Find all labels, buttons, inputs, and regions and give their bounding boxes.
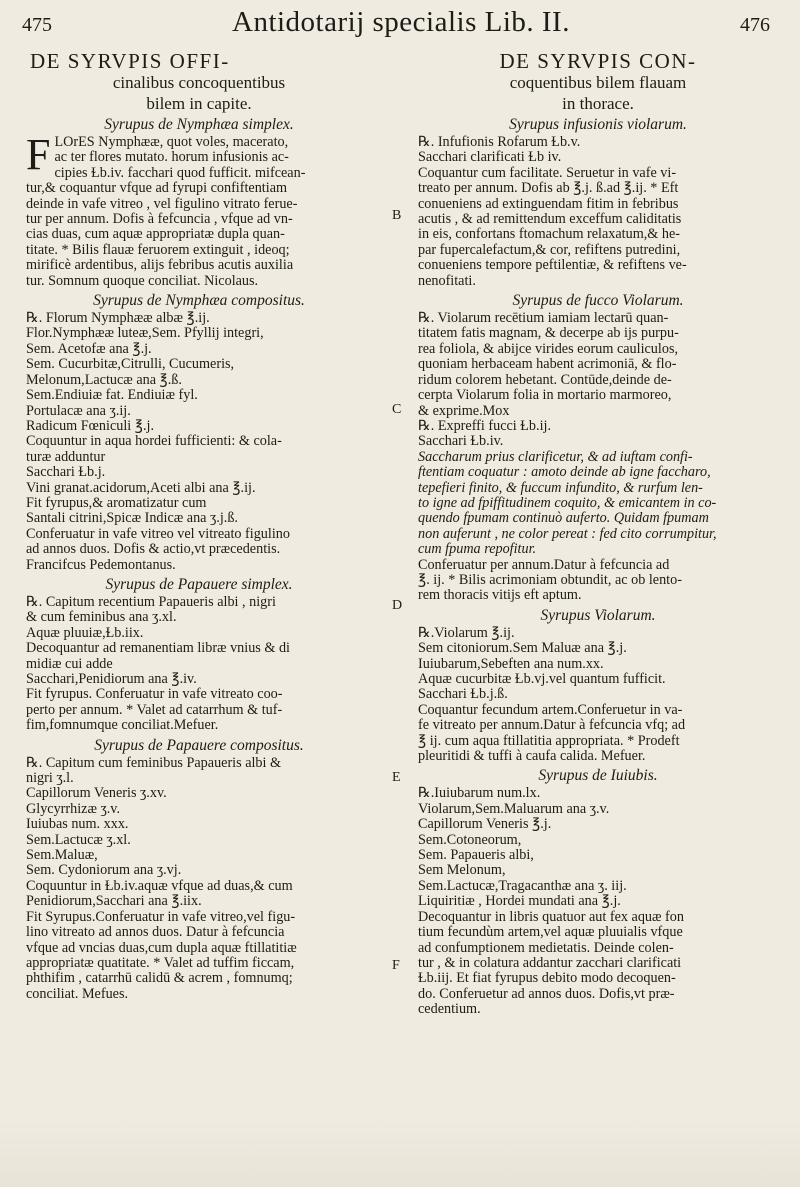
text-line: tepefieri finito, & fuccum infundito, & rurfum len- <box>418 480 703 496</box>
text-line: titatem fatis magnam, & decerpe ab ijs purpu- <box>418 326 679 342</box>
text-line: treato per annum. Dofis ab ℥.j. ß.ad ℥.ij. * Eft <box>418 181 679 197</box>
text-line: perto per annum. * Valet ad catarrhum & tuf- <box>26 702 283 718</box>
text-line: Radicum Fœniculi ℥.j. <box>26 418 154 434</box>
left-section-subtitle-1: cinalibus concoquentibus <box>112 73 286 92</box>
text-line: ad annos duos. Dofis & actio,vt præcedentis. <box>26 542 281 558</box>
text-line: fim,fomnumque conciliat.Mefuer. <box>26 718 219 734</box>
recipe-succo-violarum-dosage <box>418 558 778 604</box>
text-line: nenofitati. <box>418 273 476 289</box>
text-line: Sacchari Ɫb.j.ß. <box>418 687 508 703</box>
text-line: nigri ʒ.l. <box>26 771 74 787</box>
text-line: titate. * Bilis flauæ feruorem extinguit , ideoq; <box>26 242 290 258</box>
text-line: cias duas, cum aquæ appropriatæ dupla quan- <box>26 227 285 243</box>
recipe-iuiubis <box>418 786 778 1017</box>
right-section-title: DE SYRVPIS CON- <box>499 49 697 73</box>
text-line: Vini granat.acidorum,Aceti albi ana ℥.ij. <box>26 480 256 496</box>
recipe-succo-violarum <box>418 311 778 450</box>
left-section-title: DE SYRVPIS OFFI- <box>30 49 230 73</box>
text-line: Sem.Lactucæ,Tragacanthæ ana ʒ. iij. <box>418 878 627 894</box>
text-line: mirificè ardentibus, alijs febribus acutis auxilia <box>26 258 294 274</box>
recipe-papauere-simplex <box>26 595 372 734</box>
text-line: fe vitreato per annum.Datur à fefcuncia vfq; ad <box>418 718 686 734</box>
text-line: phthifim , catarrhū calidū & acrem , fomnumq; <box>26 971 293 987</box>
text-line: tur , & in colatura addantur zacchari clarificati <box>418 955 682 971</box>
text-line: Sem.Cotoneorum, <box>418 832 522 848</box>
recipe-syrupus-violarum <box>418 626 778 765</box>
heading-infusio-violarum: Syrupus infusionis violarum. <box>509 116 687 133</box>
margin-letter-e: E <box>392 770 401 785</box>
text-line: cipies Ɫb.iv. facchari quod fufficit. mifcean- <box>54 165 306 181</box>
text-line: par fupercalefactum,& cor, refiftens putredini, <box>418 242 681 258</box>
text-line: ℞. Violarum recētium iamiam lectarū quan- <box>418 311 669 327</box>
text-line: Saccharum prius clarificetur, & ad iuftam confi- <box>418 449 693 465</box>
recipe-papauere-compositus <box>26 756 372 1003</box>
text-line: Iuiubarum,Sebeften ana num.xx. <box>418 656 604 672</box>
text-line: ac ter flores mutato. horum infusionis ac- <box>54 150 289 166</box>
text-line: deinde in vafe vitreo , vel figulino vitrato ferue- <box>26 196 298 212</box>
text-line: Aquæ cucurbitæ Ɫb.vj.vel quantum fufficit. <box>418 672 666 687</box>
text-line: Coquantur cum facilitate. Seruetur in vafe vi- <box>418 165 677 181</box>
text-line: to igne ad fpiffitudinem coquito, & emicantem in co- <box>418 495 717 511</box>
text-line: ℞.Iuiubarum num.lx. <box>418 786 541 802</box>
text-line: Flor.Nymphææ luteæ,Sem. Pfyllij integri, <box>26 326 264 342</box>
heading-iuiubis: Syrupus de Iuiubis. <box>538 767 658 785</box>
drop-cap: F <box>26 130 51 179</box>
text-line: cerpta Violarum folia in mortario marmoreo, <box>418 388 672 404</box>
text-line: conciliat. Mefues. <box>26 986 129 1002</box>
text-line: Sacchari clarificati Ɫb iv. <box>418 150 562 166</box>
text-line: Coquuntur in aqua hordei fufficienti: & cola- <box>26 434 282 450</box>
text-line: tium fecundùm artem,vel aquæ pluuialis vfque <box>418 925 683 941</box>
text-line: Sem Melonum, <box>418 863 506 879</box>
text-line: Sem citoniorum.Sem Maluæ ana ℥.j. <box>418 641 627 657</box>
text-line: in eis, confortans ftomachum relaxatum,& he- <box>418 227 680 243</box>
text-line: Santali citrini,Spicæ Indicæ ana ʒ.j.ß. <box>26 511 238 527</box>
text-line: Violarum,Sem.Maluarum ana ʒ.v. <box>418 801 610 817</box>
text-line: Sem. Cydoniorum ana ʒ.vj. <box>26 863 182 879</box>
text-line: Capillorum Veneris ℥.j. <box>418 817 552 833</box>
heading-papauere-compositus: Syrupus de Papauere compositus. <box>94 736 304 754</box>
text-line: ftentiam coquatur : amoto deinde ab igne faccharo, <box>418 465 711 481</box>
text-line: ℥. ij. * Bilis acrimoniam obtundit, ac ob lento- <box>418 572 682 588</box>
text-line: Capillorum Veneris ʒ.xv. <box>26 786 167 802</box>
text-line: Melonum,Lactucæ ana ℥.ß. <box>26 372 182 388</box>
text-line: Conferuatur in vafe vitreo vel vitreato figulino <box>26 526 290 542</box>
margin-letter-f: F <box>392 958 400 973</box>
text-line: cedentium. <box>418 1002 481 1018</box>
text-line: tur per annum. Dofis à fefcuncia , vfque ad vn- <box>26 212 293 228</box>
text-line: cum fpuma repofitur. <box>418 542 537 558</box>
text-line: Aquæ pluuiæ,Ɫb.iix. <box>26 625 144 641</box>
text-line: Decoquantur ad remanentiam libræ vnius & di <box>26 641 290 657</box>
text-line: ℞. Capitum recentium Papaueris albi , nigri <box>26 594 276 610</box>
text-line: Iuiubas num. xxx. <box>26 817 129 833</box>
text-line: Fit fyrupus. Conferuatur in vafe vitreato coo- <box>26 687 283 703</box>
text-line: Sacchari,Penidiorum ana ℥.iv. <box>26 672 197 687</box>
text-line: ad confumptionem medietatis. Deinde colen- <box>418 940 674 956</box>
text-line: Sacchari Ɫb.iv. <box>418 434 504 450</box>
recipe-nymphaea-compositus <box>26 311 372 573</box>
text-line: Sem.Maluæ, <box>26 848 98 864</box>
text-line: rem thoracis vitijs eft aptum. <box>418 588 582 604</box>
text-line: Fit fyrupus,& aromatizatur cum <box>26 495 207 511</box>
text-line: ℥ ij. cum aqua ftillatitia appropriata. * Prodeft <box>418 733 680 749</box>
text-line: Penidiorum,Sacchari ana ℥.iix. <box>26 894 202 910</box>
recipe-nymphaea-simplex <box>26 130 372 289</box>
text-line: LOrES Nymphææ, quot voles, macerato, <box>54 135 289 150</box>
text-line: quendo fpumam continuò auferto. Quidam fpumam <box>418 511 709 527</box>
text-line: Sem.Lactucæ ʒ.xl. <box>26 832 131 848</box>
text-line: Glycyrrhizæ ʒ.v. <box>26 801 121 817</box>
text-line: lino vitreato ad annos duos. Datur à fefcuncia <box>26 925 285 941</box>
text-line: Sem.Endiuiæ fat. Endiuiæ fyl. <box>26 388 198 404</box>
left-column <box>26 50 372 1002</box>
right-column <box>418 50 778 1018</box>
text-line: do. Conferuetur ad annos duos. Dofis,vt præ- <box>418 986 675 1002</box>
text-line: pleuritidi & tuffi à caufa calida. Mefuer. <box>418 749 646 765</box>
margin-letter-d: D <box>392 598 403 613</box>
heading-nymphaea-compositus: Syrupus de Nymphæa compositus. <box>93 292 305 310</box>
margin-letter-b: B <box>392 208 402 223</box>
running-title: Antidotarij specialis Lib. II. <box>232 6 570 38</box>
text-line: ℞. Florum Nymphææ albæ ℥.ij. <box>26 311 210 327</box>
text-line: rea foliola, & abijce virides eorum cauliculos, <box>418 341 679 357</box>
text-line: Fit Syrupus.Conferuatur in vafe vitreo,vel figu- <box>26 909 296 925</box>
page-bottom-edge <box>0 1120 800 1187</box>
left-section-subtitle-2: bilem in capite. <box>146 94 252 113</box>
text-line: tur. Somnum quoque conciliat. Nicolaus. <box>26 273 259 289</box>
text-line: Sem. Cucurbitæ,Citrulli, Cucumeris, <box>26 357 235 373</box>
text-line: Francifcus Pedemontanus. <box>26 557 176 573</box>
text-line: Sem. Acetofæ ana ℥.j. <box>26 341 152 357</box>
text-line: turæ adduntur <box>26 449 106 465</box>
text-line: quoniam herbaceam habent acrimoniā, & flo- <box>418 357 677 373</box>
text-line: ℞. Infufionis Rofarum Ɫb.v. <box>418 135 581 150</box>
text-line: Coquuntur in Ɫb.iv.aquæ vfque ad duas,& cum <box>26 878 293 894</box>
text-line: Sacchari Ɫb.j. <box>26 465 106 481</box>
text-line: midiæ cui adde <box>26 656 113 672</box>
text-line: ℞.Violarum ℥.ij. <box>418 625 515 641</box>
text-line: & exprime.Mox <box>418 403 510 419</box>
text-line: Conferuatur per annum.Datur à fefcuncia ad <box>418 557 670 573</box>
text-line: Ɫb.iij. Et fiat fyrupus debito modo decoquen- <box>418 971 676 987</box>
text-line: conueniens tempore peftilentiæ, & refiftens ve- <box>418 258 687 274</box>
heading-succo-violarum: Syrupus de fucco Violarum. <box>512 292 684 310</box>
heading-papauere-simplex: Syrupus de Papauere simplex. <box>105 575 293 593</box>
heading-syrupus-violarum: Syrupus Violarum. <box>540 606 656 624</box>
right-section-subtitle-1: coquentibus bilem flauam <box>509 73 687 92</box>
text-line: ridum colorem hebetant. Contūde,deinde de- <box>418 372 672 388</box>
heading-nymphaea-simplex: Syrupus de Nymphæa simplex. <box>104 116 294 133</box>
text-line: Coquantur fecundum artem.Conferuetur in va- <box>418 702 683 718</box>
text-line: appropriatæ quatitate. * Valet ad tuffim ficcam, <box>26 955 295 971</box>
text-line: acutis , & ad remittendum exceffum caliditatis <box>418 212 682 228</box>
text-line: Liquiritiæ , Hordei mundati ana ℥.j. <box>418 894 621 910</box>
text-line: tur,& coquantur vfque ad fyrupi confiftentiam <box>26 181 288 197</box>
text-line: & cum feminibus ana ʒ.xl. <box>26 610 177 626</box>
margin-letter-c: C <box>392 402 402 417</box>
text-line: vfque ad vncias duas,cum dupla aquæ ftillatitiæ <box>26 940 297 956</box>
page-header <box>0 6 800 46</box>
text-line: Portulacæ ana ʒ.ij. <box>26 403 131 419</box>
text-line: ℞. Expreffi fucci Ɫb.ij. <box>418 418 552 434</box>
text-line: conueniens ad extinguendam fitim in febribus <box>418 196 679 212</box>
recipe-infusio-violarum <box>418 135 778 289</box>
text-line: Decoquantur in libris quatuor aut fex aquæ fon <box>418 909 684 925</box>
text-line: Sem. Papaueris albi, <box>418 848 534 864</box>
text-line: ℞. Capitum cum feminibus Papaueris albi & <box>26 755 282 771</box>
page-number-left: 475 <box>22 14 52 36</box>
text-line: non auferunt , ne color pereat : fed cito corrumpitur, <box>418 526 717 542</box>
page-number-right: 476 <box>740 14 770 36</box>
right-section-subtitle-2: in thorace. <box>562 94 634 113</box>
recipe-succo-violarum-instructions <box>418 450 778 558</box>
